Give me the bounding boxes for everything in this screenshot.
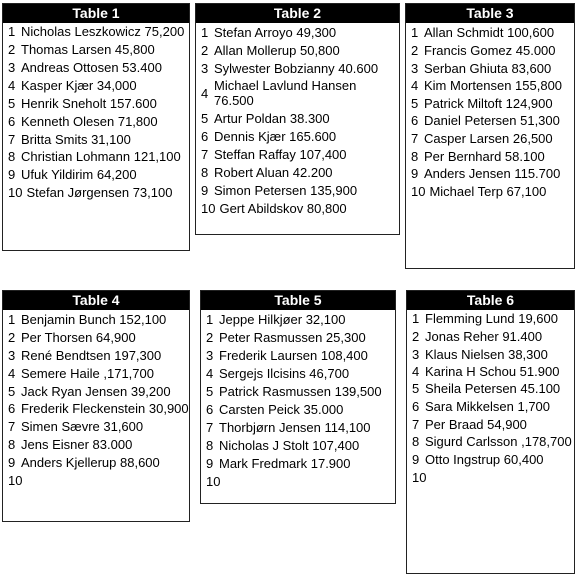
seat-number: 6: [411, 113, 419, 128]
seat-number: 6: [8, 113, 16, 129]
seat-player: Michael Lavlund Hansen 76.500: [214, 78, 357, 108]
seat-number: 8: [8, 149, 16, 164]
seat-row: [3, 346, 189, 364]
seat-row: [407, 327, 574, 345]
seat-player: Sheila Petersen 45.100: [425, 381, 561, 396]
seat-row: [201, 346, 395, 364]
seat-player: Frederik Fleckenstein 30,900: [21, 401, 189, 416]
seat-number: 5: [412, 381, 420, 396]
table-3: [405, 3, 575, 269]
seat-number: 8: [411, 148, 419, 164]
seat-number: 5: [201, 110, 209, 126]
seat-number: 2: [8, 41, 16, 57]
seat-row: [3, 183, 189, 201]
seat-row: [407, 433, 574, 450]
seat-number: 10: [206, 473, 221, 489]
seat-row: [196, 59, 399, 77]
seat-row: [406, 112, 574, 129]
seat-player: Simen Sævre 31,600: [21, 418, 144, 434]
seat-number: 10: [8, 472, 23, 488]
seat-player: Frederik Laursen 108,400: [219, 347, 368, 363]
seat-row: [201, 328, 395, 346]
seat-row: [406, 41, 574, 59]
seat-row: [407, 450, 574, 468]
seat-number: 3: [412, 346, 420, 362]
seat-row: [201, 436, 395, 454]
seat-row: [406, 94, 574, 112]
seat-row: [196, 145, 399, 163]
seat-number: 3: [201, 60, 209, 76]
table-1: [2, 3, 190, 251]
table-5: [200, 290, 396, 504]
seat-player: Sara Mikkelsen 1,700: [425, 398, 551, 414]
seat-player: Carsten Peick 35.000: [219, 401, 344, 417]
seat-player: Francis Gomez 45.000: [424, 42, 556, 58]
seat-player: Andreas Ottosen 53.400: [21, 59, 162, 75]
seat-row: [196, 77, 399, 109]
seat-row: [407, 310, 574, 327]
seat-player: Patrick Miltoft 124,900: [424, 95, 553, 111]
seat-row: [3, 94, 189, 112]
seat-player: Dennis Kjær 165.600: [214, 128, 337, 144]
table-6: [406, 290, 575, 574]
seat-row: [406, 59, 574, 77]
seat-row: [201, 454, 395, 472]
seat-player: Per Braad 54,900: [425, 416, 527, 432]
seat-number: 9: [412, 451, 420, 467]
table-title: Table 6: [407, 291, 574, 310]
seat-list: [406, 23, 574, 200]
seat-player: Peter Rasmussen 25,300: [219, 329, 366, 345]
seat-number: 5: [411, 95, 419, 111]
seat-player: Michael Terp 67,100: [429, 183, 547, 199]
seat-number: 2: [411, 42, 419, 58]
seat-player: Steffan Raffay 107,400: [214, 146, 347, 162]
seat-number: 4: [8, 365, 16, 381]
seat-player: Patrick Rasmussen 139,500: [219, 383, 382, 399]
seat-number: 7: [201, 146, 209, 162]
seat-list: [3, 23, 189, 201]
seat-player: Kim Mortensen 155,800: [424, 78, 563, 93]
seat-row: [3, 148, 189, 165]
seat-number: 4: [8, 77, 16, 93]
seat-player: Casper Larsen 26,500: [424, 130, 553, 146]
seat-number: 7: [206, 419, 214, 435]
seat-player: Karina H Schou 51.900: [425, 364, 560, 379]
seat-row: [201, 310, 395, 328]
seat-row: [406, 23, 574, 41]
seat-row: [196, 127, 399, 145]
seat-number: 1: [411, 24, 419, 40]
seat-player: Otto Ingstrup 60,400: [425, 451, 544, 467]
seat-player: Simon Petersen 135,900: [214, 182, 358, 198]
seat-row: [3, 417, 189, 435]
seat-number: 3: [8, 347, 16, 363]
seat-player: Allan Schmidt 100,600: [424, 24, 555, 40]
seat-player: Jeppe Hilkjøer 32,100: [219, 311, 346, 327]
seat-number: 10: [201, 200, 216, 216]
seat-number: 7: [8, 418, 16, 434]
seat-row: [3, 400, 189, 417]
seat-player: Anders Jensen 115.700: [424, 166, 561, 181]
seat-player: Christian Lohmann 121,100: [21, 149, 181, 164]
seat-row: [3, 165, 189, 183]
seat-player: Daniel Petersen 51,300: [424, 113, 560, 128]
seat-player: Sergejs Ilcisins 46,700: [219, 365, 350, 381]
table-4: [2, 290, 190, 522]
seat-row: [406, 147, 574, 165]
seat-number: 8: [8, 436, 16, 452]
seat-number: 3: [8, 59, 16, 75]
table-title: Table 1: [3, 4, 189, 23]
seat-row: [406, 77, 574, 94]
seat-number: 7: [411, 130, 419, 146]
seat-player: Klaus Nielsen 38,300: [425, 346, 548, 362]
seat-player: Jens Eisner 83.000: [21, 436, 133, 452]
seat-number: 3: [411, 60, 419, 76]
seat-player: Kasper Kjær 34,000: [21, 77, 137, 93]
seat-player: Ufuk Yildirim 64,200: [21, 166, 137, 182]
seat-row: [201, 382, 395, 400]
seat-player: Flemming Lund 19,600: [425, 311, 558, 326]
seat-row: [406, 129, 574, 147]
seat-row: [3, 328, 189, 346]
seat-number: 1: [201, 24, 209, 40]
seat-player: Sigurd Carlsson ,178,700: [425, 434, 572, 449]
seat-player: Per Bernhard 58.100: [424, 148, 545, 164]
table-title: Table 5: [201, 291, 395, 310]
seat-number: 1: [8, 311, 16, 327]
seat-row: [201, 418, 395, 436]
seat-number: 7: [412, 416, 420, 432]
seat-player: Artur Poldan 38.300: [214, 110, 330, 126]
seat-player: Thomas Larsen 45,800: [21, 41, 155, 57]
seat-player: Jonas Reher 91.400: [425, 328, 543, 344]
seat-number: 6: [8, 401, 16, 416]
seat-row: [201, 472, 395, 490]
seat-row: [196, 181, 399, 199]
seat-number: 1: [206, 311, 214, 327]
seat-row: [3, 471, 189, 489]
seat-number: 6: [206, 401, 214, 417]
table-title: Table 4: [3, 291, 189, 310]
seat-row: [3, 23, 189, 40]
seat-row: [407, 415, 574, 433]
seat-row: [3, 310, 189, 328]
seat-row: [406, 182, 574, 200]
seat-player: Stefan Jørgensen 73,100: [26, 184, 173, 200]
seat-row: [407, 380, 574, 397]
seat-number: 2: [412, 328, 420, 344]
seat-number: 3: [206, 347, 214, 363]
seat-row: [407, 345, 574, 363]
seat-number: 10: [411, 183, 426, 199]
seat-player: Serban Ghiuta 83,600: [424, 60, 552, 76]
seat-number: 2: [201, 42, 209, 58]
seat-number: 5: [8, 383, 16, 399]
seat-number: 2: [8, 329, 16, 345]
seat-player: Stefan Arroyo 49,300: [214, 24, 337, 40]
seat-number: 4: [201, 85, 209, 101]
seat-row: [3, 435, 189, 453]
seat-row: [407, 363, 574, 380]
seat-number: 5: [8, 95, 16, 111]
seat-player: Thorbjørn Jensen 114,100: [219, 419, 371, 435]
seat-player: Kenneth Olesen 71,800: [21, 113, 158, 129]
table-title: Table 3: [406, 4, 574, 23]
seat-number: 8: [412, 434, 420, 449]
table-title: Table 2: [196, 4, 399, 23]
seat-number: 9: [411, 166, 419, 181]
seat-row: [196, 163, 399, 181]
seat-number: 10: [8, 184, 23, 200]
seat-row: [201, 400, 395, 418]
seat-number: 7: [8, 131, 16, 147]
seat-row: [3, 364, 189, 382]
seat-row: [196, 41, 399, 59]
seat-number: 4: [411, 78, 419, 93]
seat-row: [406, 165, 574, 182]
seat-number: 4: [206, 365, 214, 381]
seat-list: [3, 310, 189, 489]
seat-number: 8: [206, 437, 214, 453]
seat-number: 9: [8, 454, 16, 470]
seat-player: Gert Abildskov 80,800: [219, 200, 347, 216]
seat-row: [407, 397, 574, 415]
seat-row: [407, 468, 574, 486]
seat-player: Anders Kjellerup 88,600: [21, 454, 160, 470]
seat-row: [3, 112, 189, 130]
seat-player: Britta Smits 31,100: [21, 131, 131, 147]
seat-player: Jack Ryan Jensen 39,200: [21, 383, 171, 399]
seat-player: Nicholas Leszkowicz 75,200: [21, 24, 185, 39]
seat-row: [3, 58, 189, 76]
seat-row: [3, 130, 189, 148]
seat-player: Allan Mollerup 50,800: [214, 42, 340, 58]
seat-player: René Bendtsen 197,300: [21, 347, 162, 363]
seat-number: 9: [206, 455, 214, 471]
seat-list: [201, 310, 395, 490]
seat-player: Henrik Sneholt 157.600: [21, 95, 157, 111]
seat-player: Benjamin Bunch 152,100: [21, 311, 167, 327]
seat-number: 9: [8, 166, 16, 182]
seat-row: [3, 382, 189, 400]
seat-number: 8: [201, 164, 209, 180]
seat-row: [196, 109, 399, 127]
seat-number: 1: [412, 311, 420, 326]
seat-list: [407, 310, 574, 486]
seat-number: 10: [412, 469, 427, 485]
seat-number: 9: [201, 182, 209, 198]
seat-player: Semere Haile ,171,700: [21, 365, 154, 381]
seat-number: 5: [206, 383, 214, 399]
table-2: [195, 3, 400, 235]
seat-number: 2: [206, 329, 214, 345]
seat-row: [3, 40, 189, 58]
seat-player: Robert Aluan 42.200: [214, 164, 333, 180]
seat-number: 6: [412, 398, 420, 414]
seat-row: [3, 76, 189, 94]
seat-player: Nicholas J Stolt 107,400: [219, 437, 360, 453]
seat-row: [3, 453, 189, 471]
seat-list: [196, 23, 399, 217]
seat-player: Mark Fredmark 17.900: [219, 455, 351, 471]
seat-player: Per Thorsen 64,900: [21, 329, 136, 345]
seat-row: [196, 199, 399, 217]
seat-row: [196, 23, 399, 41]
seat-number: 6: [201, 128, 209, 144]
seat-row: [201, 364, 395, 382]
seat-number: 1: [8, 24, 16, 39]
seat-player: Sylwester Bobzianny 40.600: [214, 60, 379, 76]
seat-number: 4: [412, 364, 420, 379]
